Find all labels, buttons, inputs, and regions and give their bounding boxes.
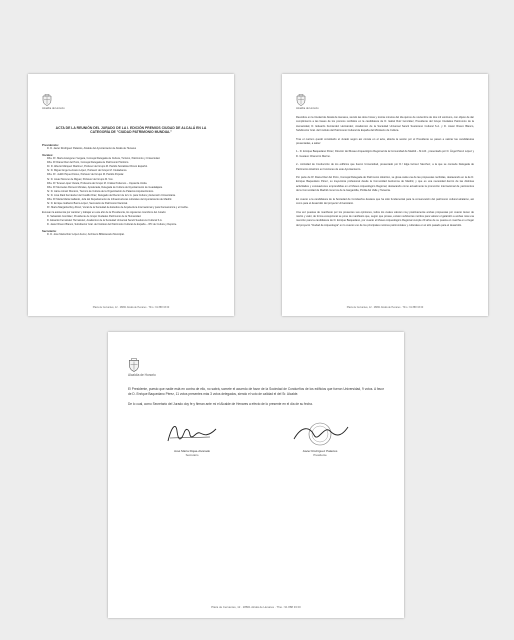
vocal-line: Dña. Dª Mercedes Romero Morales, Apoderada, Delegada de Cultura del Ayuntamiento de Guadalajara. xyxy=(47,185,163,189)
signatory-role: Presidente xyxy=(313,453,327,458)
signatory-role: Secretario xyxy=(185,453,199,458)
body-paragraph: Tras el cuórum quedó constituido el Jurado según así consta en el acta, abierta la sesión por el Presidente se pasan a valorar las candidaturas presentadas, a saber: xyxy=(296,137,474,146)
official-seal-icon xyxy=(290,421,350,447)
document-page-2 xyxy=(282,74,488,316)
signature-block xyxy=(128,421,384,457)
page-header xyxy=(128,358,384,377)
body-paragraph: Reunidos en la Ciudad de Alcalá de Henares, siendo las doce horas y treinta minutos del día quince de noviembre de dos mil veintiuno, con objeto de dar cumplimiento a las bases de los premios recibidos en la candidatura de D. Isabel Ruiz González, Presidente del Grupo Ciudades Patrimonio de la Humanidad, D. Eduardo Fernández Hernández, Académico de la Sociedad Universal Sancti Soeitoreno Cultural S.A. y D. Javier Rivero Blanco, Subdirector Gral. del Instituto del Patrimonio Cultural de España del Ministerio de Cultura. xyxy=(296,116,474,133)
presidencia-heading: Presidencia: xyxy=(42,142,59,147)
secretaria-heading: Secretaría: xyxy=(42,229,57,234)
document-title: ACTA DE LA REUNIÓN DEL JURADO DE LA I. EDICIÓN PREMIOS CIUDAD DE ALCALÁ EN LA CATEGORÍA DE "CIUDAD PATRIMONIO MUNDIAL" xyxy=(55,126,207,135)
page-footer: Plaza de Cervantes, 12 · 28801 Alcalá de Henares · Tfno.: 91 888 33 00 xyxy=(92,306,170,309)
presidencia-line: D. D. Javier Rodríguez Palacios, Alcalde del Ayuntamiento de Alcalá de Henares xyxy=(47,146,137,150)
vocal-line: Sr. D. Javier Moreno de Miguel, Portavoz del Grupo M. Vox. xyxy=(47,177,114,181)
vocal-line: Dª. María Margarita Rey-Pérez, Vocal de la Sociedad de Estudios de Arquitectura Internacional y para Iberoamérica y el Caribe. xyxy=(47,206,189,210)
crest-label: Alcaldía de Honorio xyxy=(296,107,319,110)
crest-icon xyxy=(296,94,306,106)
vocal-line: Dña. Dª. María Aranguren Vergara, Concejal Delegada de Cultura, Turismo, Patrimonio y Universidad. xyxy=(47,156,161,160)
signatory-president xyxy=(275,421,365,457)
body-paragraph: 2.- Actividad de Conducción de los edificios que fueron Universidad, presentado por D.ª Elga Gómez Sánchez, a la que se concede Delegada de Patrimonio Histórico en funciones de este Ayuntamiento. xyxy=(296,163,474,171)
document-page-1 xyxy=(28,74,234,316)
document-page-3 xyxy=(108,332,404,618)
excusado-line: D. Sebastián González, Presidente de Grupo Ciudades Patrimonio de la Humanidad. xyxy=(47,214,142,218)
page-header xyxy=(296,94,474,110)
body-paragraph: 1.- D. Enrique Baquedano Pérez, Director del Museo Arqueológico Regional de la Comunidad de Madrid – M.A.R., presentado por D. Ángel Pérez López y D. Gustavo Chamorro Merino. xyxy=(296,150,474,158)
body-paragraph: Una vez puestas de manifiesto por los presentes sus opiniones, todos los cuales valoran muy positivamente ambas propuestas por cuanto tienen de mérito y valor, de forma excepcional se pone de manifiesto que, según que prosas, existen suficientes méritos para valorar el galardón a ambas más una mención para la candidatura de D. Enrique Baquedano, por cuanto el Museo Arqueológico Regional cumple 20 años de su puesta en marcha en el lugar del proyecto "Ciudad de Arqueología" en lo cuanto uno de los principales motores patrimoniales y culturales en el año pasado para el desarrollo. xyxy=(296,210,474,227)
vocales-heading: Vocales: xyxy=(42,152,54,157)
vocal-line: Dña. Dª Teresa López Varela, Profesora del Grupo M. Unidas Podemos – Izquierda Unida. xyxy=(47,181,148,185)
secretaria-line: D. D. José María Ruiz López-Ferrer, Archivero Bibliotecario Municipal. xyxy=(47,233,125,237)
vocal-line: Dña. Dª Marta Marta Gallardo, Jefa del Departamento de Infraestructuras culturales del Ayuntamiento de Madrid. xyxy=(47,198,172,202)
handwritten-signature-icon xyxy=(162,421,222,447)
vocal-line: Sr. D. José Raúl Fernández del Castillo Díaz, Delegado del Rector de la U.A. para Cultura y Extensión Universitaria. xyxy=(47,194,176,198)
vocal-line: Sr. D. Miguel Ángel Lezcano López, Portavoz del Grupo M. Ciudadanos. xyxy=(47,169,128,173)
vocal-line: Dña. Dª. Judith Piquet Flores, Portavoz del Grupo M. Partido Popular. xyxy=(47,173,125,177)
excusados-intro: Excusan la asistencia por carácter y trabajar en este año de la Presidencia, los siguientes miembros del Jurado: xyxy=(42,210,167,214)
body-paragraph: El Presidente, puesto que nadie está en contra de ello, no sabrá, somete el acuerdo de favor de la Sociedad de Condueños de los edificios que fueron Universidad, 9 votos. A favor de D. Enrique Baquedano Pérez, 11 votos presentes más 3 votos delegados, siendo el voto de calidad el del Sr. Alcalde. xyxy=(128,387,384,397)
page-footer: Plaza de Cervantes, 12 · 28801 Alcalá de Henares · Tfno.: 91 888 33 00 xyxy=(211,605,301,609)
excusado-line: D. Eduardo Fernández Hernández, Académico de la Sociedad Universal Sancti Soeitoreno Cultural S.A. xyxy=(47,218,163,222)
body-paragraph: De lo cual, como Secretario del Jurado doy fe y firman ante mí el Alcalde de Henares a efecto de lo presente en el día de su fecha. xyxy=(128,401,313,406)
signatory-secretary xyxy=(147,421,237,457)
crest-icon xyxy=(128,358,140,372)
vocal-line: Dr. D. Alberto Márquez Martínez, Profesor del Grupo M. Partido Socialista Obrero Español. xyxy=(47,165,148,169)
page-footer: Plaza de Cervantes, 12 · 28801 Alcalá de Henares · Tfno.: 91 888 33 00 xyxy=(346,306,424,309)
crest-label: Alcaldía de Honorio xyxy=(42,107,65,110)
page-header xyxy=(42,94,220,110)
vocal-line: Dña. Dª Diana Díaz del Pozo, Concejal Delegada de Patrimonio Histórico. xyxy=(47,161,129,165)
signatory-name: José María Rojas-Alvarado xyxy=(173,449,211,454)
excusado-line: D. Javier Rivero Blanco, Subdirector Gral. del Instituto del Patrimonio Cultural de España – IPC de Cultura y Deporte. xyxy=(47,222,177,226)
body-paragraph: En cuanto a la candidatura de la Sociedad de Condueños destaca que ha sido fundamental para la conservación del patrimonio cultural alcalaíno, así como para el desarrollo del proyecto Universitario. xyxy=(296,197,474,206)
signatory-name: Javier Rodríguez Palacios xyxy=(302,449,338,454)
crest-icon xyxy=(42,94,52,106)
vocal-line: Sr. D. Jaime Arnaiz Montoro, Técnico de Cultura de la Organización de Palacios Arquitectónicos. xyxy=(47,189,154,193)
crest-label: Alcaldía de Honorio xyxy=(128,373,156,377)
vocal-line: Sr. D. Enrique Galbarro Barco-López, Secretario de Patrimonio Nacional. xyxy=(47,202,128,206)
body-paragraph: Por parte de Dª Diana Díaz del Pozo, Concejal Delegada de Patrimonio Histórico, se glosa cada una de las propuestas recibidas, destacando en la de D. Enrique Baquedano Pérez, su trayectoria profesional desde la Comunidad Autónoma de Madrid, y que es una necesidad dentro de las distintas actividades y excavaciones emprendidas en el Museo Arqueológico Regional, destacando como actualmente la promoción internacional de yacimientos de la Comunidad de Madrid como los de la Gargantilla, Pinilla del Valle y Tanarcia. xyxy=(296,176,474,193)
